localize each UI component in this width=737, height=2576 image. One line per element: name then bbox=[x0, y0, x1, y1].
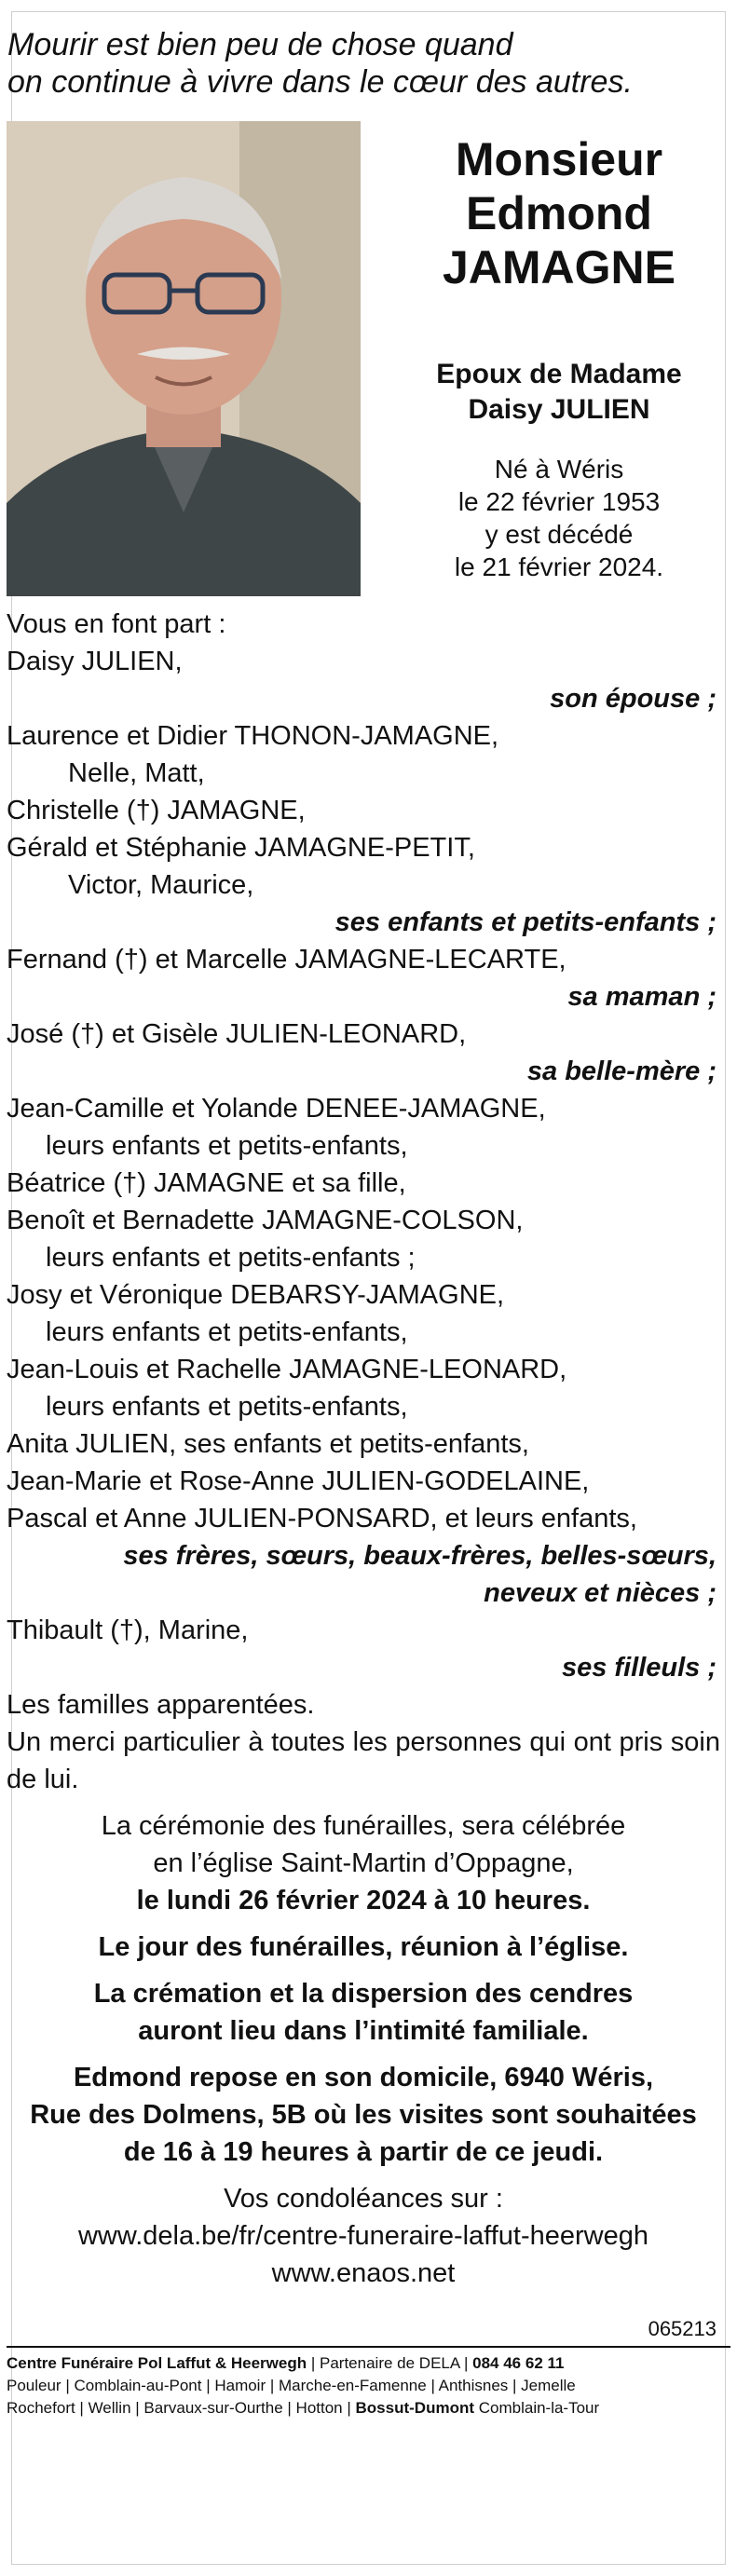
relation-label: ses frères, sœurs, beaux-frères, belles-sœurs, bbox=[123, 1541, 717, 1571]
portrait-illustration bbox=[7, 121, 361, 596]
family-line: Laurence et Didier THONON-JAMAGNE, bbox=[7, 721, 499, 751]
quote-line: on continue à vivre dans le cœur des autres. bbox=[7, 64, 633, 100]
birth-line: le 22 février 1953 bbox=[457, 487, 661, 516]
quote-line: Mourir est bien peu de chose quand bbox=[7, 27, 513, 62]
footer-divider bbox=[7, 2346, 730, 2348]
family-line: Thibault (†), Marine, bbox=[7, 1615, 249, 1645]
meeting-info: Le jour des funérailles, réunion à l’église. bbox=[98, 1932, 629, 1962]
relation-label: ses enfants et petits-enfants ; bbox=[334, 907, 717, 937]
relation-label: neveux et nièces ; bbox=[484, 1578, 717, 1608]
family-line: Béatrice (†) JAMAGNE et sa fille, bbox=[7, 1168, 406, 1198]
family-line: Jean-Louis et Rachelle JAMAGNE-LEONARD, bbox=[7, 1355, 567, 1384]
relation-label: sa maman ; bbox=[567, 982, 717, 1012]
visit-line: Rue des Dolmens, 5B où les visites sont souhaitées bbox=[30, 2100, 697, 2130]
announcement-body bbox=[7, 606, 720, 2292]
spouse-line: Epoux de Madame bbox=[436, 359, 682, 389]
condolences-label: Vos condoléances sur : bbox=[224, 2184, 503, 2214]
birth-line: y est décédé bbox=[485, 520, 634, 549]
family-line: Gérald et Stéphanie JAMAGNE-PETIT, bbox=[7, 833, 475, 863]
family-line: leurs enfants et petits-enfants, bbox=[46, 1131, 408, 1161]
relation-label: son épouse ; bbox=[550, 684, 717, 714]
announcement-intro: Vous en font part : bbox=[7, 609, 226, 639]
reference-code: 065213 bbox=[648, 2317, 717, 2340]
locations-line: Rochefort | Wellin | Barvaux-sur-Ourthe | Hotton | bbox=[7, 2399, 351, 2417]
condolences-link[interactable]: www.enaos.net bbox=[271, 2258, 456, 2288]
birth-line: Né à Wéris bbox=[494, 455, 624, 484]
family-line: Nelle, Matt, bbox=[68, 758, 205, 788]
partner-text: | Partenaire de DELA | bbox=[310, 2354, 469, 2372]
family-line: leurs enfants et petits-enfants, bbox=[46, 1317, 408, 1347]
ceremony-date: le lundi 26 février 2024 à 10 heures. bbox=[136, 1886, 591, 1915]
funeral-home-name: Centre Funéraire Pol Laffut & Heerwegh bbox=[7, 2354, 307, 2372]
branch-location: Comblain-la-Tour bbox=[478, 2399, 600, 2417]
portrait-photo bbox=[7, 121, 361, 596]
family-line: Jean-Camille et Yolande DENEE-JAMAGNE, bbox=[7, 1094, 546, 1124]
thanks-text: Un merci particulier à toutes les personnes qui ont pris soin de lui. bbox=[7, 1727, 720, 1794]
family-line: Pascal et Anne JULIEN-PONSARD, et leurs enfants, bbox=[7, 1504, 637, 1533]
family-line: Jean-Marie et Rose-Anne JULIEN-GODELAINE, bbox=[7, 1466, 590, 1496]
phone-number: 084 46 62 11 bbox=[472, 2354, 565, 2372]
condolences-link[interactable]: www.dela.be/fr/centre-funeraire-laffut-heerwegh bbox=[77, 2221, 648, 2251]
family-line: Fernand (†) et Marcelle JAMAGNE-LECARTE, bbox=[7, 945, 566, 975]
family-line: José (†) et Gisèle JULIEN-LEONARD, bbox=[7, 1019, 467, 1049]
spouse-of bbox=[391, 357, 727, 428]
deceased-name bbox=[391, 132, 727, 294]
family-line: Daisy JULIEN, bbox=[7, 647, 183, 676]
birth-death-info bbox=[391, 453, 727, 583]
family-line: Benoît et Bernadette JAMAGNE-COLSON, bbox=[7, 1206, 524, 1235]
cremation-line: auront lieu dans l’intimité familiale. bbox=[138, 2016, 589, 2046]
ceremony-line: en l’église Saint-Martin d’Oppagne, bbox=[153, 1848, 574, 1878]
family-line: leurs enfants et petits-enfants, bbox=[46, 1392, 408, 1422]
visit-line: de 16 à 19 heures à partir de ce jeudi. bbox=[123, 2137, 604, 2167]
birth-line: le 21 février 2024. bbox=[454, 552, 664, 581]
relation-label: sa belle-mère ; bbox=[526, 1056, 717, 1086]
cremation-line: La crémation et la dispersion des cendres bbox=[93, 1979, 634, 2009]
visit-line: Edmond repose en son domicile, 6940 Wéris, bbox=[73, 2063, 654, 2092]
ceremony-line: La cérémonie des funérailles, sera célébrée bbox=[101, 1811, 626, 1841]
relation-label: ses filleuls ; bbox=[561, 1653, 717, 1683]
branch-name: Bossut-Dumont bbox=[355, 2399, 474, 2417]
related-families: Les familles apparentées. bbox=[7, 1690, 315, 1720]
funeral-home-footer bbox=[7, 2352, 720, 2419]
spouse-line: Daisy JULIEN bbox=[468, 394, 650, 425]
family-line: Victor, Maurice, bbox=[68, 870, 254, 900]
family-line: Christelle (†) JAMAGNE, bbox=[7, 796, 306, 825]
family-line: leurs enfants et petits-enfants ; bbox=[46, 1243, 416, 1273]
locations-line: Pouleur | Comblain-au-Pont | Hamoir | Marche-en-Famenne | Anthisnes | Jemelle bbox=[7, 2377, 576, 2394]
name-line: Edmond bbox=[466, 187, 652, 239]
family-line: Anita JULIEN, ses enfants et petits-enfants, bbox=[7, 1429, 529, 1459]
epitaph-quote bbox=[7, 26, 716, 101]
name-line: Monsieur bbox=[455, 133, 663, 185]
name-line: JAMAGNE bbox=[442, 241, 676, 293]
family-line: Josy et Véronique DEBARSY-JAMAGNE, bbox=[7, 1280, 505, 1310]
